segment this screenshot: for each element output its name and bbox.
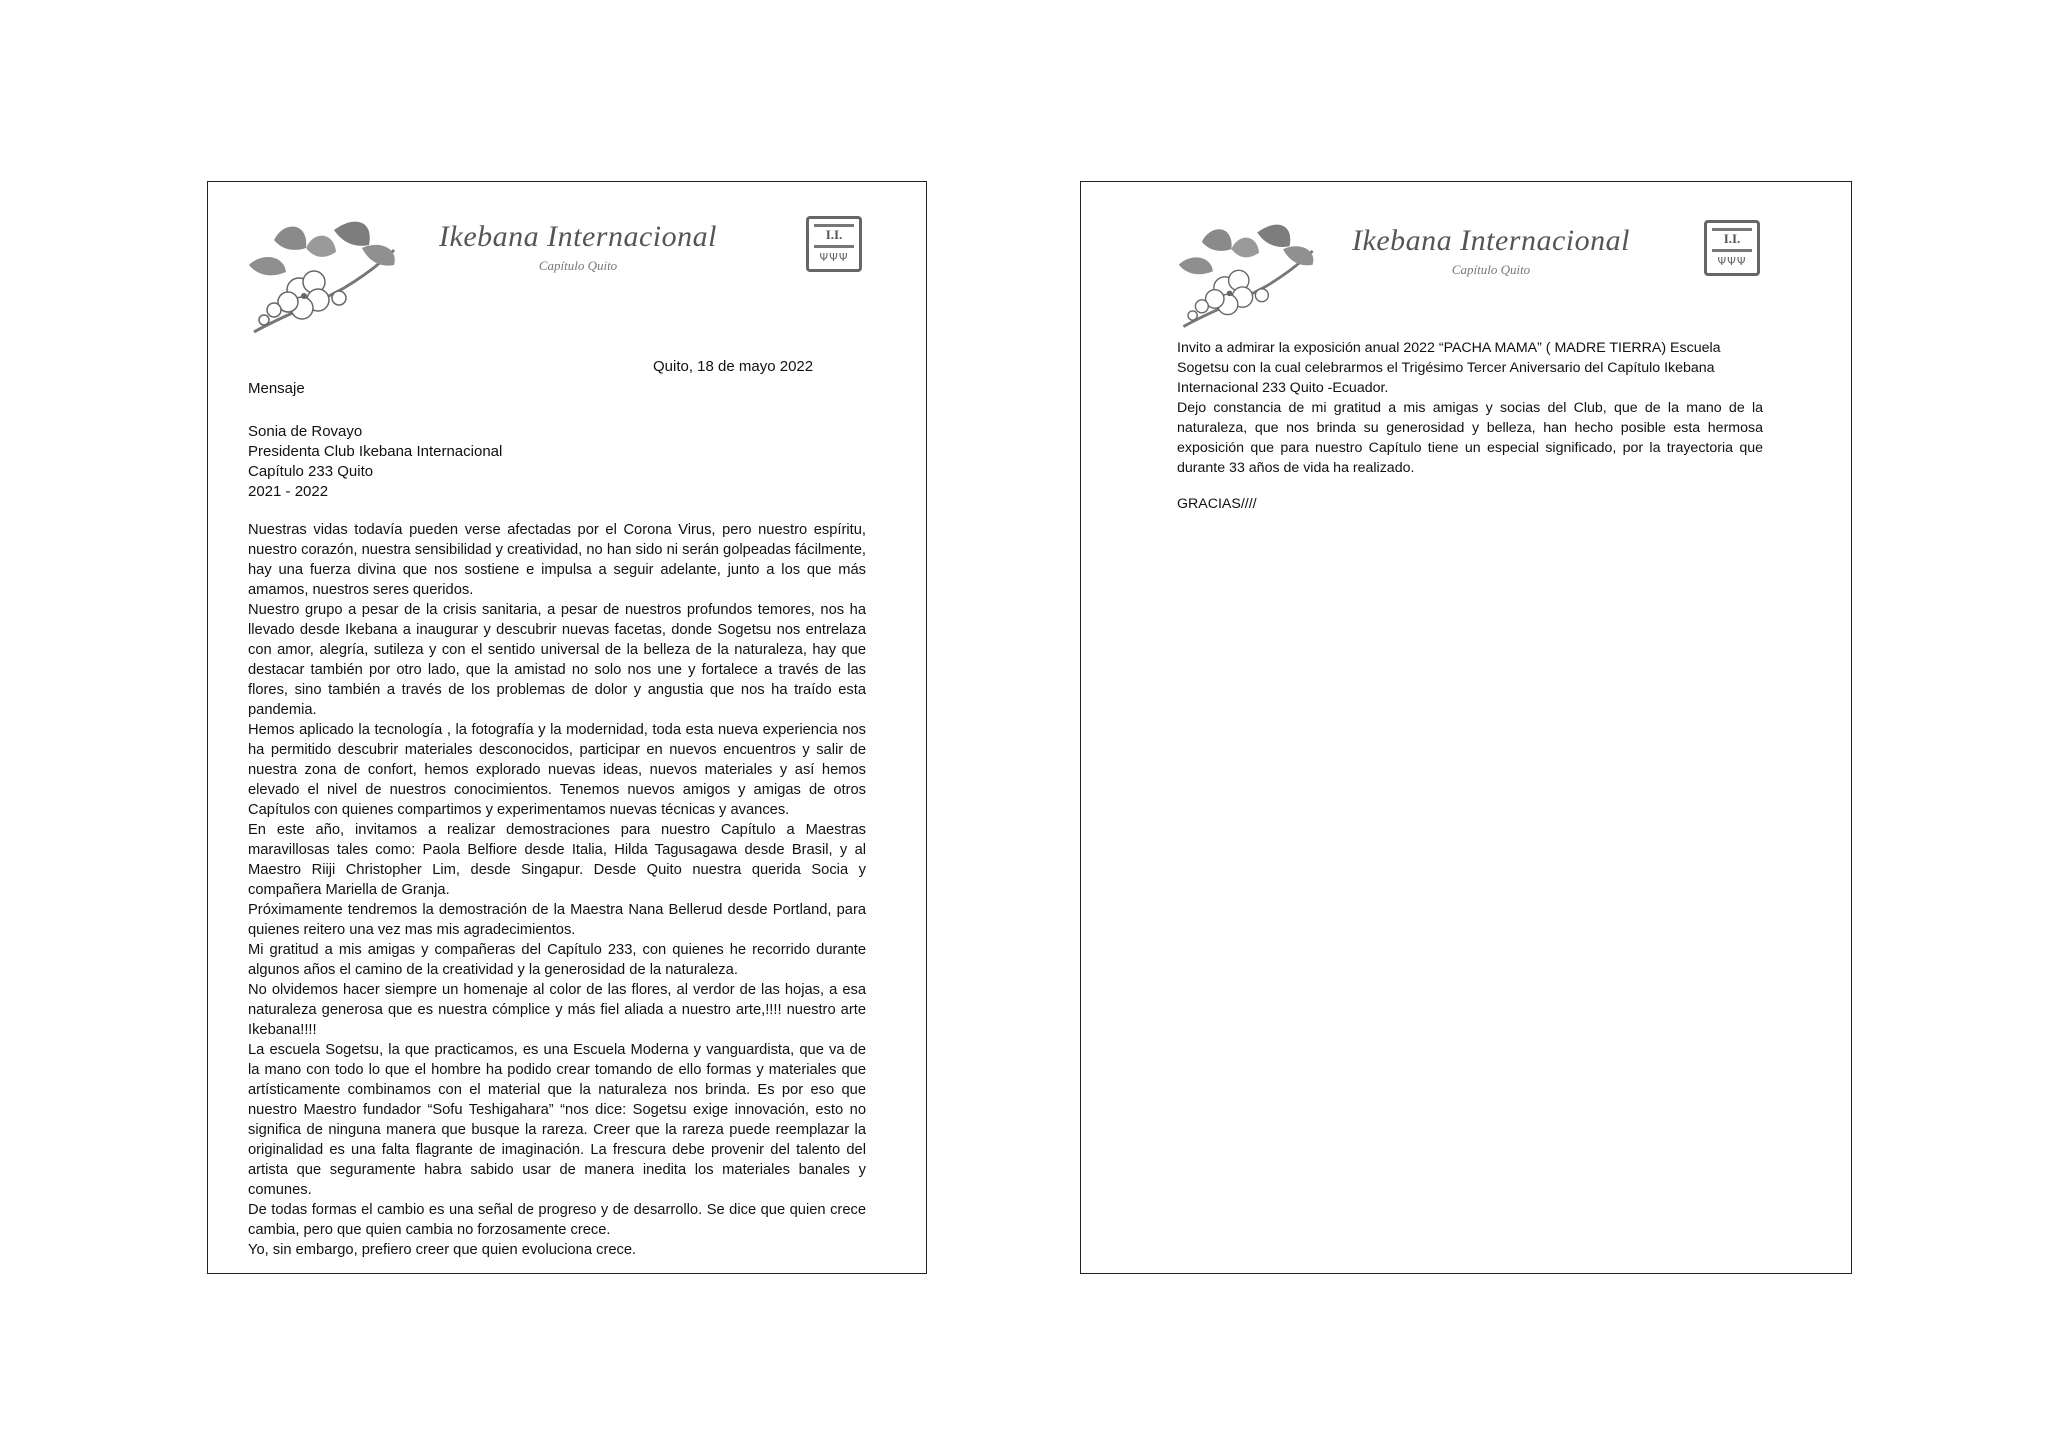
flower-branch-illustration	[1173, 214, 1323, 334]
body-paragraph: Hemos aplicado la tecnología , la fotografía y la modernidad, toda esta nueva experiencia nos ha permitido descubrir materiales desconocidos, participar en nuevos encuentros y salir de nuestra zona de confort, hemos explorado nuevas ideas, nuevos materiales y así hemos elevado el nivel de nuestros conocimientos. Tenemos nuevos amigos y amigas de otros Capítulos con quienes compartimos y experimentamos nuevas técnicas y avances.	[248, 722, 866, 818]
cups-icon: ΨΨΨ	[1717, 255, 1747, 268]
signature-role: Presidenta Club Ikebana Internacional	[248, 443, 503, 460]
brand-block	[428, 220, 728, 274]
body-paragraph: Nuestras vidas todavía pueden verse afectadas por el Corona Virus, pero nuestro espíritu, nuestro corazón, nuestra sensibilidad y creatividad, no han sido ni serán golpeadas fácilmente, hay una fuerza divina que nos sostiene e impulsa a seguir adelante, junto a los que más amamos, nuestros seres queridos.	[248, 522, 866, 598]
body-paragraph: Invito a admirar la exposición anual 2022 “PACHA MAMA” ( MADRE TIERRA) Escuela Sogetsu con la cual celebrarmos el Trigésimo Tercer Aniversario del Capítulo Ikebana Internacional 233 Quito -Ecuador.	[1177, 340, 1721, 396]
body-paragraph: La escuela Sogetsu, la que practicamos, es una Escuela Moderna y vanguardista, que va de la mano con todo lo que el hombre ha podido crear tomando de ello formas y materiales que artísticamente combinamos con el material que la naturaleza nos brinda. Es por eso que nuestro Maestro fundador “Sofu Teshigahara” “nos dice: Sogetsu exige innovación, esto no significa de ninguna manera que busque la rareza. Creer que la rareza puede reemplazar la originalidad es una falta flagrante de imaginación. La frescura debe provenir del talento del artista que seguramente habra sabido usar de manera inedita los materiales banales y comunes.	[248, 1042, 866, 1198]
letter-page-1	[207, 181, 927, 1274]
signature-chapter: Capítulo 233 Quito	[248, 463, 374, 480]
cups-icon: ΨΨΨ	[819, 251, 849, 264]
brand-block	[1341, 224, 1641, 278]
brand-name: Ikebana Internacional	[1352, 224, 1630, 257]
emblem-text: I.I.	[1723, 231, 1741, 246]
ikebana-emblem-logo	[806, 216, 862, 272]
ikebana-emblem-logo	[1704, 220, 1760, 276]
body-paragraph: Nuestro grupo a pesar de la crisis sanitaria, a pesar de nuestros profundos temores, nos ha llevado desde Ikebana a inaugurar y descubrir nuevas facetas, donde Sogetsu nos entrelaza con amor, alegría, sutileza y con el sentido universal de la belleza de la naturaleza, hay que destacar también por otro lado, que la amistad no solo nos une y fortalece a través de las flores, sino también a través de los problemas de dolor y angustia que nos ha traído esta pandemia.	[248, 602, 866, 718]
letter-date: Quito, 18 de mayo 2022	[653, 358, 814, 375]
body-paragraph: De todas formas el cambio es una señal de progreso y de desarrollo. Se dice que quien crece cambia, pero que quien cambia no forzosamente crece.	[248, 1202, 866, 1238]
letter-page-2	[1080, 181, 1852, 1274]
body-paragraph: No olvidemos hacer siempre un homenaje al color de las flores, al verdor de las hojas, a esa naturaleza generosa que es nuestra cómplice y más fiel aliada a nuestro arte,!!!! nuestro arte Ikebana!!!!	[248, 982, 866, 1038]
body-paragraph: Próximamente tendremos la demostración de la Maestra Nana Bellerud desde Portland, para quienes reitero una vez mas mis agradecimientos.	[248, 902, 866, 938]
brand-subtitle: Capítulo Quito	[1451, 262, 1531, 277]
letter-body	[1177, 338, 1763, 514]
signature-block	[248, 422, 502, 502]
brand-name: Ikebana Internacional	[439, 220, 717, 253]
brand-subtitle: Capítulo Quito	[538, 258, 618, 273]
letter-body	[248, 520, 866, 1260]
signature-term: 2021 - 2022	[248, 483, 329, 500]
signature-name: Sonia de Rovayo	[248, 423, 363, 440]
letter-heading: Mensaje	[248, 380, 305, 397]
body-paragraph: Dejo constancia de mi gratitud a mis amigas y socias del Club, que de la mano de la naturaleza, que nos brinda su generosidad y belleza, han hecho posible esta hermosa exposición que para nuestro Capítulo tiene un especial significado, por la trayectoria que durante 33 años de vida ha realizado.	[1177, 400, 1763, 476]
flower-branch-illustration	[244, 210, 404, 340]
body-paragraph: Yo, sin embargo, prefiero creer que quien evoluciona crece.	[248, 1242, 637, 1258]
emblem-text: I.I.	[825, 227, 843, 242]
closing-text: GRACIAS////	[1177, 496, 1257, 512]
body-paragraph: En este año, invitamos a realizar demostraciones para nuestro Capítulo a Maestras maravillosas tales como: Paola Belfiore desde Italia, Hilda Tagusagawa desde Brasil, y al Maestro Riiji Christopher Lim, desde Singapur. Desde Quito nuestra querida Socia y compañera Mariella de Granja.	[248, 822, 866, 898]
body-paragraph: Mi gratitud a mis amigas y compañeras del Capítulo 233, con quienes he recorrido durante algunos años el camino de la creatividad y la generosidad de la naturaleza.	[248, 942, 866, 978]
